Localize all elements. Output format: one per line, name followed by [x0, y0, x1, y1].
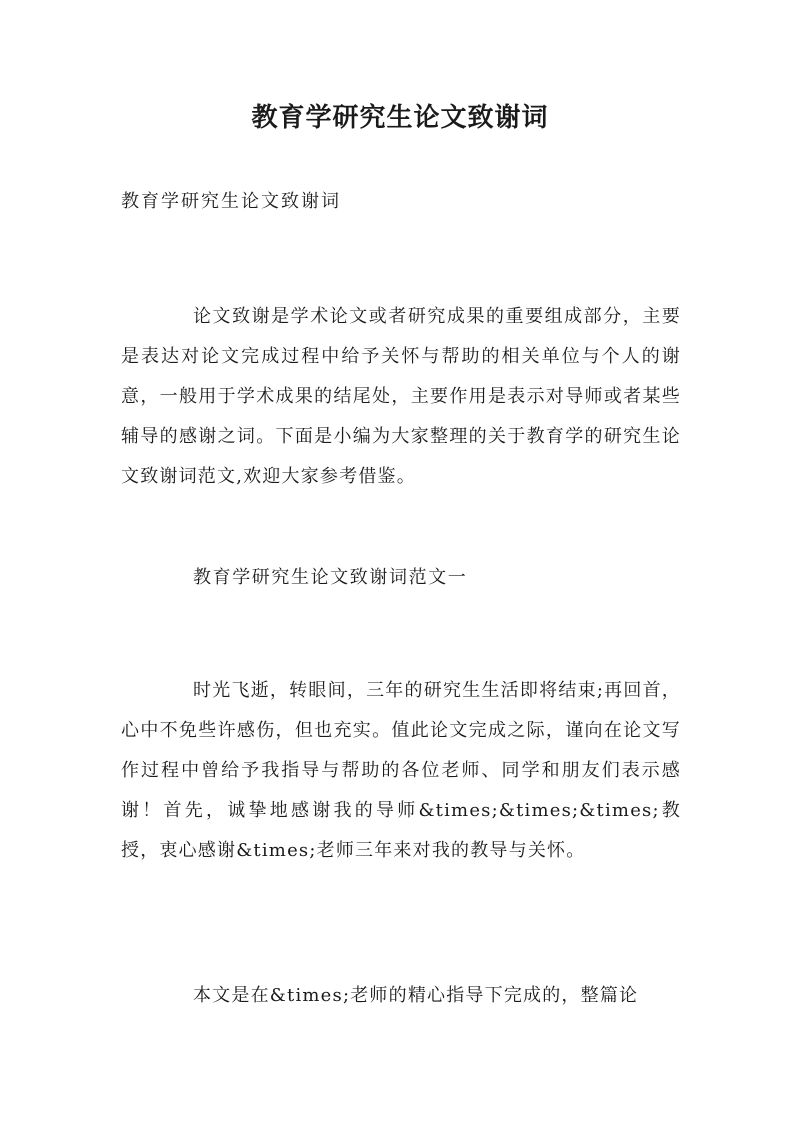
body-paragraph-2: 本文是在&times;老师的精心指导下完成的，整篇论 [193, 985, 639, 1006]
document-subtitle: 教育学研究生论文致谢词 [121, 191, 341, 212]
body-paragraph-1: 时光飞逝，转眼间，三年的研究生生活即将结束;再回首，心中不免些许感伤，但也充实。值此论文完成之际，谨向在论文写作过程中曾给予我指导与帮助的各位老师、同学和朋友们表示感谢！首先，诚挚地感谢我的导师&times;&times;&times;教授，衷心感谢&times;老师三年来对我的教导与关怀。 [121, 680, 681, 861]
intro-paragraph: 论文致谢是学术论文或者研究成果的重要组成部分，主要是表达对论文完成过程中给予关怀与帮助的相关单位与个人的谢意，一般用于学术成果的结尾处，主要作用是表示对导师或者某些辅导的感谢之词。下面是小编为大家整理的关于教育学的研究生论文致谢词范文,欢迎大家参考借鉴。 [121, 306, 681, 487]
section-heading: 教育学研究生论文致谢词范文一 [193, 567, 468, 588]
document-title: 教育学研究生论文致谢词 [251, 103, 549, 133]
